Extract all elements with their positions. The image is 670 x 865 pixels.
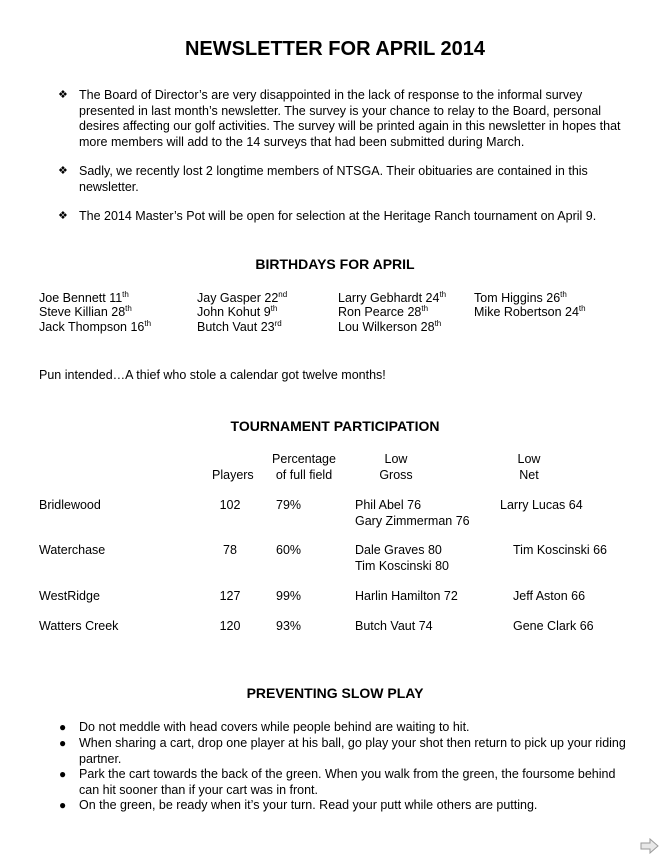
bullet-icon: ●	[59, 798, 67, 812]
percentage-value: 99%	[276, 589, 302, 603]
pun-text: Pun intended…A thief who stole a calendar got twelve months!	[39, 368, 386, 382]
diamond-bullet-icon: ❖	[58, 89, 68, 101]
players-count: 127	[219, 589, 241, 603]
slow-play-item-text: When sharing a cart, drop one player at his ball, go play your shot then return to pick up your riding partner.	[79, 736, 626, 766]
course-name: Bridlewood	[39, 498, 101, 512]
tournament-heading: TOURNAMENT PARTICIPATION	[230, 418, 440, 434]
birthday-entry: Steve Killian 28th	[39, 303, 132, 319]
header-low: Low	[384, 452, 408, 466]
slow-play-item-text: Park the cart towards the back of the green. When you walk from the green, the foursome behind can hit sooner than if your cart was in front.	[79, 767, 616, 797]
birthday-entry: Tom Higgins 26th	[474, 289, 567, 305]
header-percentage: Percentage	[272, 452, 336, 466]
low-net: Tim Koscinski 66	[513, 543, 608, 557]
low-net: Larry Lucas 64	[500, 498, 583, 512]
low-net: Gene Clark 66	[513, 619, 594, 633]
percentage-value: 60%	[276, 543, 302, 557]
low-gross: Butch Vaut 74	[355, 619, 433, 633]
birthday-entry: Jay Gasper 22nd	[197, 289, 288, 305]
low-gross: Gary Zimmerman 76	[355, 514, 470, 528]
low-gross: Tim Koscinski 80	[355, 559, 450, 573]
birthday-entry: Mike Robertson 24th	[474, 303, 586, 319]
birthdays-heading: BIRTHDAYS FOR APRIL	[255, 256, 415, 272]
birthday-entry: Ron Pearce 28th	[338, 303, 429, 319]
intro-item-text: The Board of Director’s are very disappointed in the lack of response to the informal survey presented in last month’s newsletter. The survey is your chance to relay to the Board, personal desires affecting our golf activities. The survey will be printed again in this newsletter in hopes that more members will add to the 14 surveys that had been submitted during March.	[79, 88, 621, 149]
diamond-bullet-icon: ❖	[58, 210, 68, 222]
diamond-bullet-icon: ❖	[58, 165, 68, 177]
header-net: Net	[519, 468, 539, 482]
birthday-entry: Lou Wilkerson 28th	[338, 318, 442, 334]
low-gross: Phil Abel 76	[355, 498, 422, 512]
low-net: Jeff Aston 66	[513, 589, 586, 603]
bullet-icon: ●	[59, 736, 67, 750]
birthday-entry: John Kohut 9th	[197, 303, 278, 319]
bullet-icon: ●	[59, 720, 67, 734]
slow-play-item-text: Do not meddle with head covers while people behind are waiting to hit.	[79, 720, 470, 734]
birthday-entry: Joe Bennett 11th	[39, 289, 129, 305]
percentage-value: 93%	[276, 619, 302, 633]
percentage-value: 79%	[276, 498, 302, 512]
arrow-right-icon[interactable]	[640, 838, 660, 857]
course-name: WestRidge	[39, 589, 100, 603]
birthday-entry: Butch Vaut 23rd	[197, 318, 282, 334]
birthday-entry: Jack Thompson 16th	[39, 318, 152, 334]
page-title: NEWSLETTER FOR APRIL 2014	[184, 38, 486, 60]
slow-play-heading: PREVENTING SLOW PLAY	[246, 685, 424, 701]
course-name: Waterchase	[39, 543, 106, 557]
low-gross: Harlin Hamilton 72	[355, 589, 458, 603]
players-count: 102	[219, 498, 241, 512]
header-low: Low	[517, 452, 541, 466]
header-gross: Gross	[379, 468, 413, 482]
header-full-field: of full field	[275, 468, 333, 482]
course-name: Watters Creek	[39, 619, 119, 633]
slow-play-item-text: On the green, be ready when it’s your turn. Read your putt while others are putting.	[79, 798, 538, 812]
intro-item-text: Sadly, we recently lost 2 longtime members of NTSGA. Their obituaries are contained in this newsletter.	[79, 164, 588, 194]
header-players: Players	[212, 468, 254, 482]
low-gross: Dale Graves 80	[355, 543, 442, 557]
birthday-entry: Larry Gebhardt 24th	[338, 289, 447, 305]
intro-item-text: The 2014 Master’s Pot will be open for selection at the Heritage Ranch tournament on April 9.	[79, 209, 597, 223]
players-count: 120	[219, 619, 241, 633]
players-count: 78	[223, 543, 237, 557]
bullet-icon: ●	[59, 767, 67, 781]
